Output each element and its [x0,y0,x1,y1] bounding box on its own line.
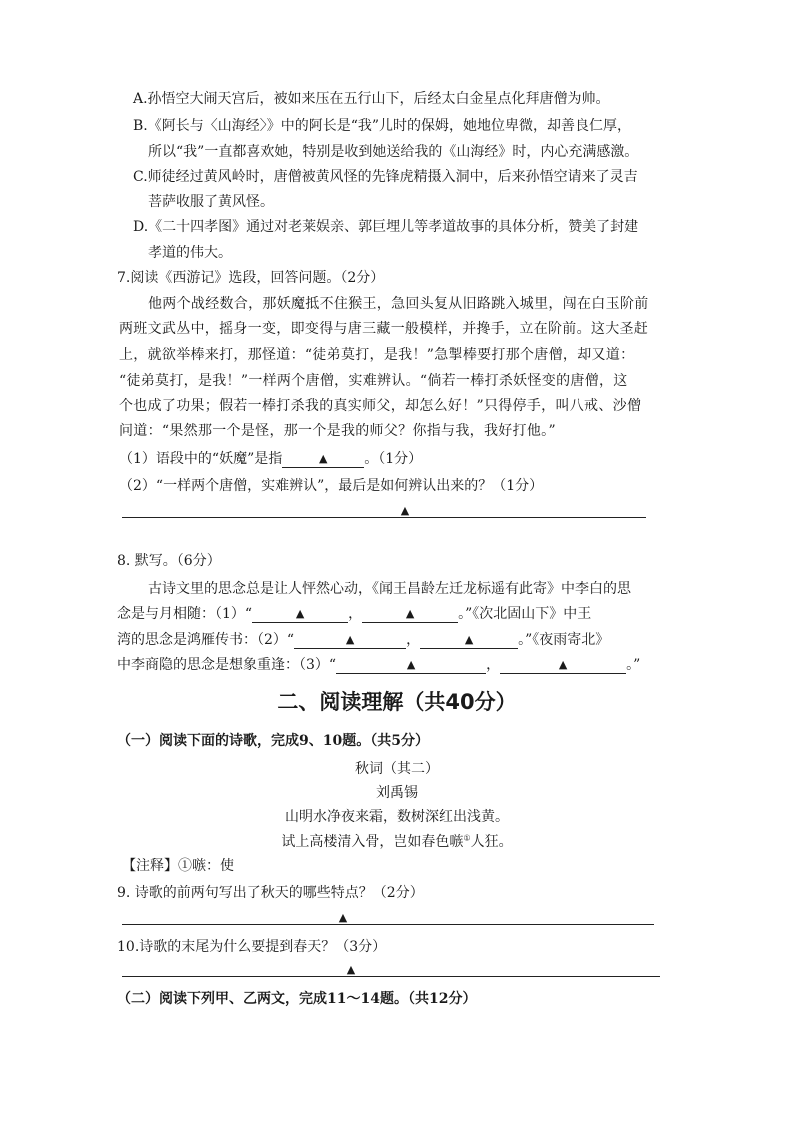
poem-line-1: 山明水净夜来霜，数树深红出浅黄。 [285,809,509,825]
q6-option-b-line1: B.《阿长与〈山海经〉》中的阿长是“我”儿时的保姆，她地位卑微，却善良仁厚， [133,118,632,134]
part1-heading: （一）阅读下面的诗歌，完成9、10题。（共5分） [117,733,429,749]
q6-option-c-line2: 菩萨收服了黄风怪。 [148,194,274,210]
q8-blank-1a[interactable] [252,606,348,623]
q7-subquestion-1 [119,450,422,468]
answer-marker-icon: ▲ [464,633,474,646]
answer-marker-icon: ▲ [345,633,355,646]
q8-line2-suffix: 。”《次北固山下》中王 [458,606,592,622]
q7-sub1-points: 。（1分） [364,451,423,467]
q7-passage-line3: 上，就欲举棒来打，那怪道：“徒弟莫打，是我！”急掣棒要打那个唐僧，却又道： [119,347,635,363]
q8-line2 [117,605,591,623]
q8-blank-2b[interactable] [420,632,518,649]
q7-stem: 7.阅读《西游记》选段，回答问题。（2分） [117,270,385,286]
footnote-marker: ① [463,833,471,843]
q8-line4-prefix: 中李商隐的思念是想象重逢：（3）“ [117,657,337,673]
part2-heading: （二）阅读下列甲、乙两文，完成11～14题。（共12分） [117,991,477,1007]
q7-passage-line1: 他两个战经数合，那妖魔抵不住猴王，急回头复从旧路跳入城里，闯在白玉阶前 [148,296,649,312]
q8-blank-1b[interactable] [362,606,458,623]
poem-line-2 [0,831,794,851]
section-title: 二、阅读理解（共40分） [277,690,517,714]
q8-blank-3a[interactable] [336,657,486,674]
q10-answer-line[interactable] [122,976,660,977]
q8-stem: 8. 默写。（6分） [117,553,221,569]
poem-line-2-text: 试上高楼清入骨，岂如春色嗾 [281,834,464,850]
q7-sub1-answer-blank[interactable] [282,451,364,468]
q10-stem: 10.诗歌的末尾为什么要提到春天？（3分） [117,939,387,955]
answer-marker-icon: ▲ [405,607,415,620]
q9-stem: 9. 诗歌的前两句写出了秋天的哪些特点？（2分） [117,885,424,901]
q6-option-b-line2: 所以“我”一直都喜欢她，特别是收到她送给我的《山海经》时，内心充满感激。 [148,144,639,160]
comma: ， [348,606,363,622]
answer-marker-icon: ▲ [295,607,305,620]
q8-blank-2a[interactable] [294,632,406,649]
q8-line3 [117,631,609,649]
answer-marker-icon: ▲ [346,963,356,976]
q7-passage-line2: 两班文武丛中，摇身一变，即变得与唐三藏一般模样，并搀手，立在阶前。这大圣赶 [119,321,649,337]
comma: ， [406,632,421,648]
q8-line2-prefix: 念是与月相随：（1）“ [117,606,253,622]
q8-blank-3b[interactable] [500,657,626,674]
q8-line3-prefix: 湾的思念是鸿雁传书：（2）“ [117,632,295,648]
q7-passage-line6: 问道：“果然那一个是怪，那一个是我的师父？你指与我，我好打他。” [119,423,556,439]
q7-passage-line4: “徒弟莫打，是我！”一样两个唐僧，实难辨认。“倘若一棒打杀妖怪变的唐僧，这 [119,373,628,389]
q8-line4 [117,656,640,674]
answer-marker-icon: ▲ [400,504,410,517]
q7-sub2-answer-line[interactable] [122,517,646,518]
q9-answer-line[interactable] [122,924,654,925]
q6-option-d-line2: 孝道的伟大。 [148,245,232,261]
q7-sub1-prompt: （1）语段中的“妖魔”是指 [119,451,283,467]
comma: ， [486,657,501,673]
answer-marker-icon: ▲ [558,658,568,671]
q7-subquestion-2: （2）“一样两个唐僧，实难辨认”，最后是如何辨认出来的？（1分） [119,478,544,494]
q6-option-a: A.孙悟空大闹天宫后，被如来压在五行山下，后经太白金星点化拜唐僧为帅。 [133,91,610,107]
q6-option-d-line1: D.《二十四孝图》通过对老莱娱亲、郭巨埋儿等孝道故事的具体分析，赞美了封建 [133,219,639,235]
q8-line3-suffix: 。”《夜雨寄北》 [518,632,610,648]
q6-option-c-line1: C.师徒经过黄风岭时，唐僧被黄风怪的先锋虎精摄入洞中，后来孙悟空请来了灵吉 [133,169,638,185]
poem-note: 【注释】①嗾：使 [122,858,234,874]
poem-line-2-end: 人狂。 [470,834,513,850]
q8-line1: 古诗文里的思念总是让人怦然心动，《闻王昌龄左迁龙标遥有此寄》中李白的思 [148,581,631,597]
q8-line4-suffix: 。” [626,657,641,673]
poem-author: 刘禹锡 [376,785,418,801]
answer-marker-icon: ▲ [319,452,328,465]
answer-marker-icon: ▲ [338,911,348,924]
answer-marker-icon: ▲ [406,658,416,671]
poem-title: 秋词（其二） [355,761,439,777]
q7-passage-line5: 个也成了功果；假若一棒打杀我的真实师父，却怎么好！”只得停手，叫八戒、沙僧 [119,398,642,414]
